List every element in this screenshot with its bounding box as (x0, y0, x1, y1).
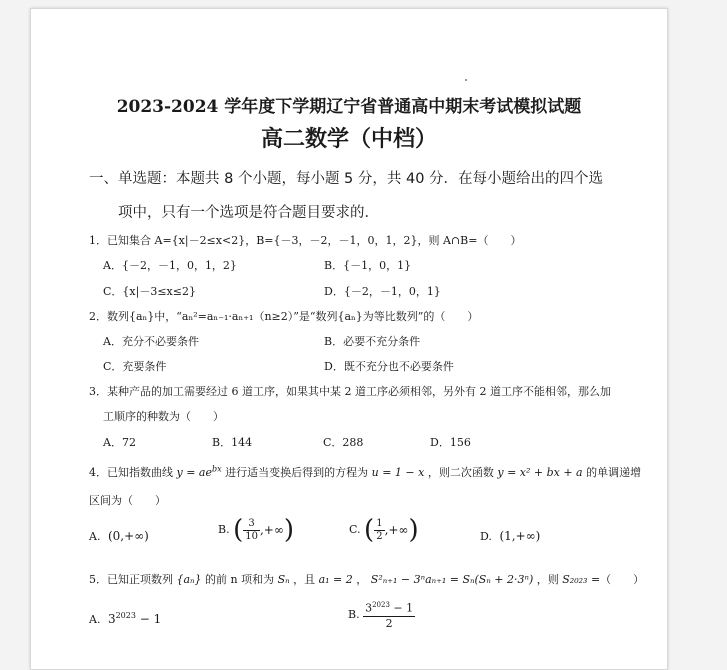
question-5-option-a-label: A. (89, 613, 101, 626)
question-4-option-b (218, 515, 294, 545)
question-4-option-c-label: C. (349, 523, 361, 536)
question-5-option-a-tail: − 1 (135, 612, 162, 626)
question-4-curve-exponent: bx (212, 464, 222, 474)
question-3-option-b: B．144 (212, 436, 253, 449)
question-4-option-d-label: D. (480, 530, 492, 543)
question-4-option-b-tail: ,+∞ (259, 523, 284, 537)
question-5-target: S₂₀₂₃ (562, 573, 588, 586)
question-4-option-a (89, 529, 149, 543)
question-5-text-f: =（ ） (590, 573, 645, 586)
section-heading-line2: 项中，只有一个选项是符合题目要求的． (118, 205, 379, 221)
question-5-sequence: {aₙ} (176, 573, 202, 586)
question-4-option-c-fraction (374, 518, 384, 543)
question-2-stem: 2．数列{aₙ}中，“aₙ²=aₙ₋₁·aₙ₊₁（n≥2）”是“数列{aₙ}为等比数列”的（ ） (89, 310, 479, 323)
question-4-option-c-rparen: ) (408, 515, 419, 545)
question-5-option-a (89, 611, 161, 626)
question-4-option-a-value: (0,+∞) (107, 529, 149, 543)
question-4-curve (177, 466, 222, 479)
question-5-text-e: ，则 (536, 573, 559, 586)
question-4-stem-line1 (89, 464, 641, 480)
question-4-text-d: 的单调递增 (586, 466, 642, 479)
question-4-option-a-label: A. (89, 530, 101, 543)
question-5-option-b-num-base: 3 (365, 601, 373, 615)
question-3-stem-line1: 3．某种产品的加工需要经过 6 道工序，如果其中某 2 道工序必须相邻，另外有 2 道工序不能相邻，那么加 (89, 385, 611, 398)
question-4-stem-line2: 区间为（ ） (89, 494, 166, 507)
question-2-option-d: D．既不充分也不必要条件 (324, 360, 454, 373)
question-3-stem-line2: 工顺序的种数为（ ） (103, 410, 224, 423)
question-5-option-b-numerator (363, 598, 415, 617)
question-4-option-c-numerator: 1 (376, 517, 383, 529)
question-2-option-b: B．必要不充分条件 (324, 335, 421, 348)
question-5-option-b (348, 598, 415, 631)
question-2-option-c: C．充要条件 (103, 360, 167, 373)
question-5-text-d: ， (356, 573, 368, 586)
question-5-option-a-value (108, 612, 161, 626)
question-4-option-b-lparen: ( (233, 515, 244, 545)
question-5-option-b-num-exponent: 2023 (372, 601, 390, 609)
question-5-option-b-fraction (363, 598, 415, 631)
question-4-text-b: 进行适当变换后得到的方程为 (225, 466, 369, 479)
question-3-option-c: C．288 (323, 436, 364, 449)
question-4-option-c-denominator: 2 (376, 530, 383, 542)
question-4-option-b-numerator: 3 (243, 518, 260, 531)
exam-page (30, 8, 668, 670)
question-5-option-a-base: 3 (107, 612, 116, 626)
question-4-quadratic: y = x² + bx + a (497, 466, 583, 479)
question-5-initial: a₁ = 2 (318, 573, 353, 586)
question-2-option-a: A．充分不必要条件 (103, 335, 199, 348)
question-4-option-c-tail: ,+∞ (384, 523, 409, 537)
question-4-equation: u = 1 − x (371, 466, 425, 479)
question-1-option-d: D．{－2，－1，0，1} (324, 285, 441, 298)
question-5-option-b-num-tail: − 1 (389, 601, 414, 615)
question-4-option-c-lparen: ( (364, 515, 375, 545)
question-4-option-c (349, 515, 419, 545)
question-1-stem: 1．已知集合 A={x|－2≤x<2}，B={－3，－2，－1，0，1，2}，则 A∩B=（ ） (89, 234, 522, 247)
question-5-stem (89, 571, 644, 587)
question-4-text-a: 4．已知指数曲线 (89, 466, 173, 479)
question-5-text-a: 5．已知正项数列 (89, 573, 173, 586)
question-4-option-d (480, 529, 540, 543)
exam-title: 2023-2024 学年度下学期辽宁省普通高中期末考试模拟试题 (116, 97, 582, 117)
question-3-option-d: D．156 (430, 436, 471, 449)
question-4-option-b-fraction (243, 518, 260, 543)
question-4-option-d-value: (1,+∞) (499, 529, 541, 543)
question-4-option-b-label: B. (218, 523, 230, 536)
question-5-option-a-exponent: 2023 (115, 611, 136, 620)
question-4-text-c: ，则二次函数 (427, 466, 494, 479)
exam-subtitle: 高二数学（中档） (260, 127, 437, 152)
question-5-option-b-denominator: 2 (385, 616, 393, 630)
speck (465, 79, 467, 81)
section-heading-line1: 一、单选题：本题共 8 个小题，每小题 5 分，共 40 分．在每小题给出的四个选 (89, 171, 604, 187)
question-5-text-b: 的前 n 项和为 (205, 573, 275, 586)
question-5-text-c: ，且 (293, 573, 316, 586)
question-1-option-c: C．{x|－3≤x≤2} (103, 285, 196, 298)
question-4-option-b-rparen: ) (283, 515, 295, 545)
question-4-option-b-denominator: 10 (245, 530, 258, 542)
question-1-option-a: A．{－2，－1，0，1，2} (103, 259, 237, 272)
question-5-relation: S²ₙ₊₁ − 3ⁿaₙ₊₁ = Sₙ(Sₙ + 2·3ⁿ) (370, 573, 534, 586)
question-3-option-a: A．72 (103, 436, 136, 449)
question-5-option-b-label: B. (348, 607, 360, 621)
question-1-option-b: B．{－1，0，1} (324, 259, 412, 272)
question-5-sum: Sₙ (277, 573, 290, 586)
question-4-curve-base: y = ae (176, 466, 212, 479)
